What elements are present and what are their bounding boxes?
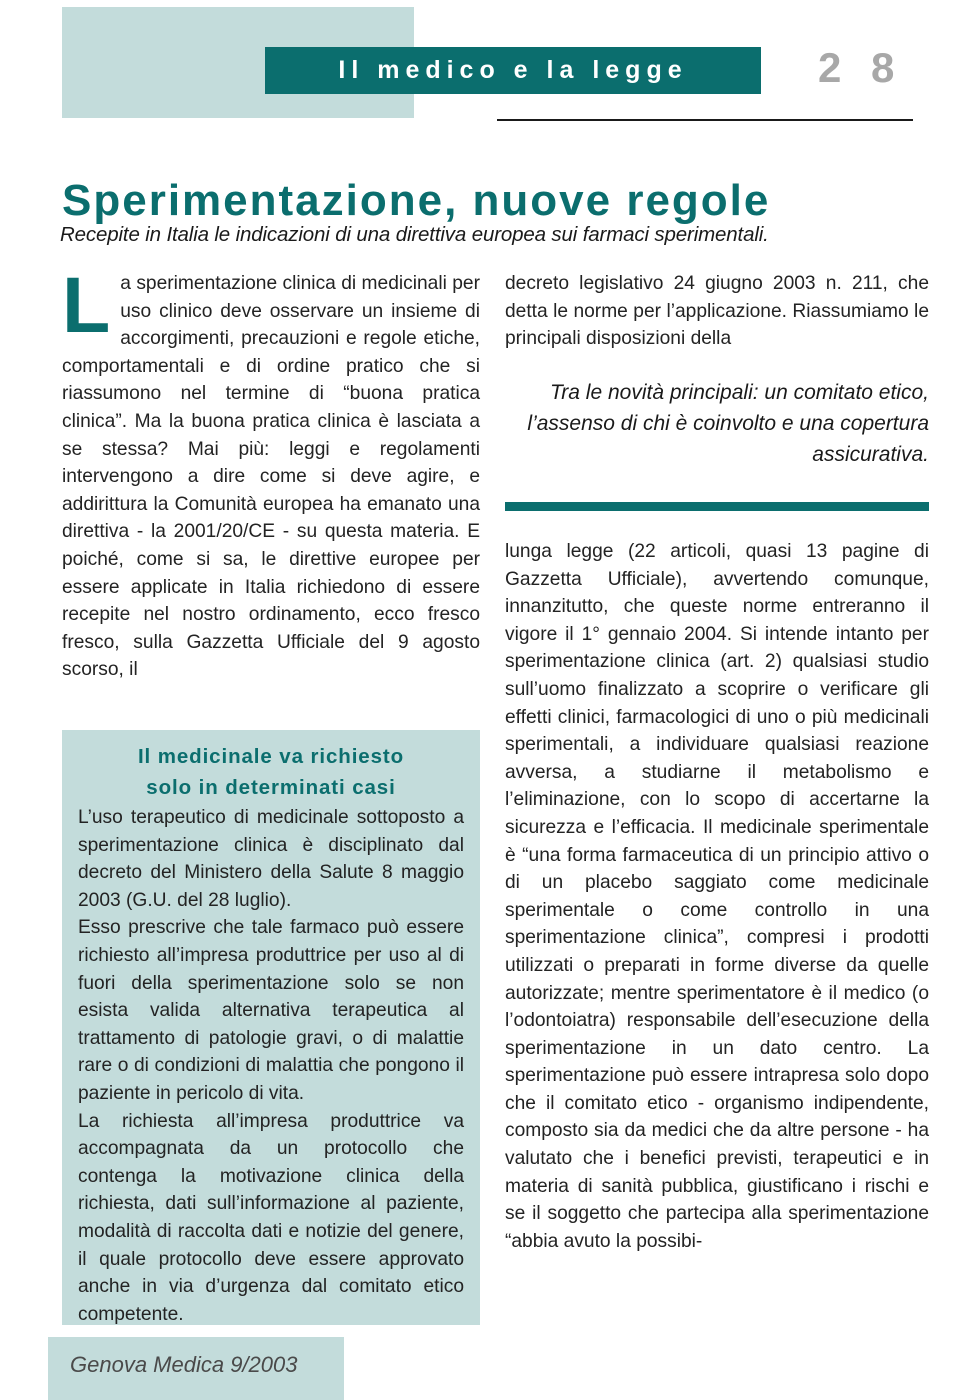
drop-cap: L [62, 260, 111, 349]
sidebar-paragraph-2: Esso prescrive che tale farmaco può essere richiesto all’impresa produttrice per uso al di fuori della sperimentazione solo se non esista valida alternativa terapeutica al trattamento di patologie gravi, o di malattie rare o di condizioni di malattia che pongono il paziente in pericolo di vita. [78, 917, 464, 1104]
right-column [505, 270, 929, 470]
section-kicker-label: Il medico e la legge [338, 56, 688, 84]
right-column-paragraph-top: decreto legislativo 24 giugno 2003 n. 211, che detta le norme per l’applicazione. Riassumiamo le principali disposizioni della [505, 273, 929, 350]
left-column-paragraph [62, 260, 480, 684]
right-column-paragraph-bottom: lunga legge (22 articoli, quasi 13 pagine di Gazzetta Ufficiale), avvertendo comunque, innanzitutto, che queste norme entreranno il vigore il 1° gennaio 2004. Si intende intanto per sperimentazione clinica (art. 2) qualsiasi studio sull’uomo finalizzato a scoprire o verificare gli effetti clinici, farmacologici di uno o più medicinali sperimentali, a individuare qualsiasi reazione avversa, a studiarne il metabolismo e l’eliminazione, con lo scopo di accertarne la sicurezza e l’efficacia. Il medicinale sperimentale è “una forma farmaceutica di un principio attivo o di un placebo saggiato come medicinale sperimentale o come controllo in una sperimentazione clinica”, compresi i prodotti utilizzati o preparati in forme diverse da quelle autorizzate; mentre sperimentatore è il medico (o l’odontoiatra) responsabile dell’esecuzione della sperimentazione in un dato centro. La sperimentazione può essere intrapresa solo dopo che il comitato etico - organismo indipendente, composto sia da medici che da altre persone - ha valutato che i benefici previsti, terapeutici e in materia di sanità pubblica, giustificano i rischi e se il soggetto che partecipa alla sperimentazione “abbia avuto la possibi- [505, 541, 929, 1252]
sidebar-paragraph-1: L’uso terapeutico di medicinale sottoposto a sperimentazione clinica è disciplinato dal decreto del Ministero della Salute 8 maggio 2003 (G.U. del 28 luglio). [78, 807, 464, 911]
article-standfirst: Recepite in Italia le indicazioni di una direttiva europea sui farmaci sperimentali. [60, 223, 769, 246]
sidebar-paragraph-3: La richiesta all’impresa produttrice va accompagnata da un protocollo che contenga la motivazione clinica della richiesta, dati sull’informazione al paziente, modalità di raccolta dati e notizie del genere, il quale protocollo deve essere approvato anche in via d’urgenza dal comitato etico competente. [78, 1110, 464, 1325]
left-column-text: a sperimentazione clinica di medicinali per uso clinico deve osservare un insieme di accorgimenti, precauzioni e regole etiche, comportamentali e di ordine pratico che si riassumono nel termine di “buona pratica clinica”. Ma la buona pratica clinica è lasciata a se stessa? Mai più: leggi e regolamenti intervengono a dire come si deve agire, e addirittura la Comunità europea ha emanato una direttiva - la 2001/20/CE - su questa materia. E poiché, come si sa, le direttive europee per essere applicate in Italia richiedono di essere recepite nel nostro ordinamento, ecco fresco fresco, sulla Gazzetta Ufficiale del 9 agosto scorso, il [62, 273, 480, 681]
sidebar-title-line-2: solo in determinati casi [146, 776, 396, 799]
sidebar-info-box [62, 730, 480, 1325]
footer-publication-label: Genova Medica 9/2003 [70, 1352, 298, 1377]
right-column-lower [505, 538, 929, 1255]
pull-quote: Tra le novità principali: un comitato etico, l’assenso di chi è coinvolto e una copertura assicurativa. [527, 380, 929, 466]
page-title: Sperimentazione, nuove regole [62, 176, 771, 226]
page-number: 2 8 [818, 44, 904, 91]
section-kicker-box [265, 47, 761, 94]
pull-quote-divider-rule [505, 502, 929, 511]
sidebar-title-line-1: Il medicinale va richiesto [137, 745, 405, 768]
left-column [62, 260, 480, 684]
header-divider-rule [497, 119, 913, 121]
